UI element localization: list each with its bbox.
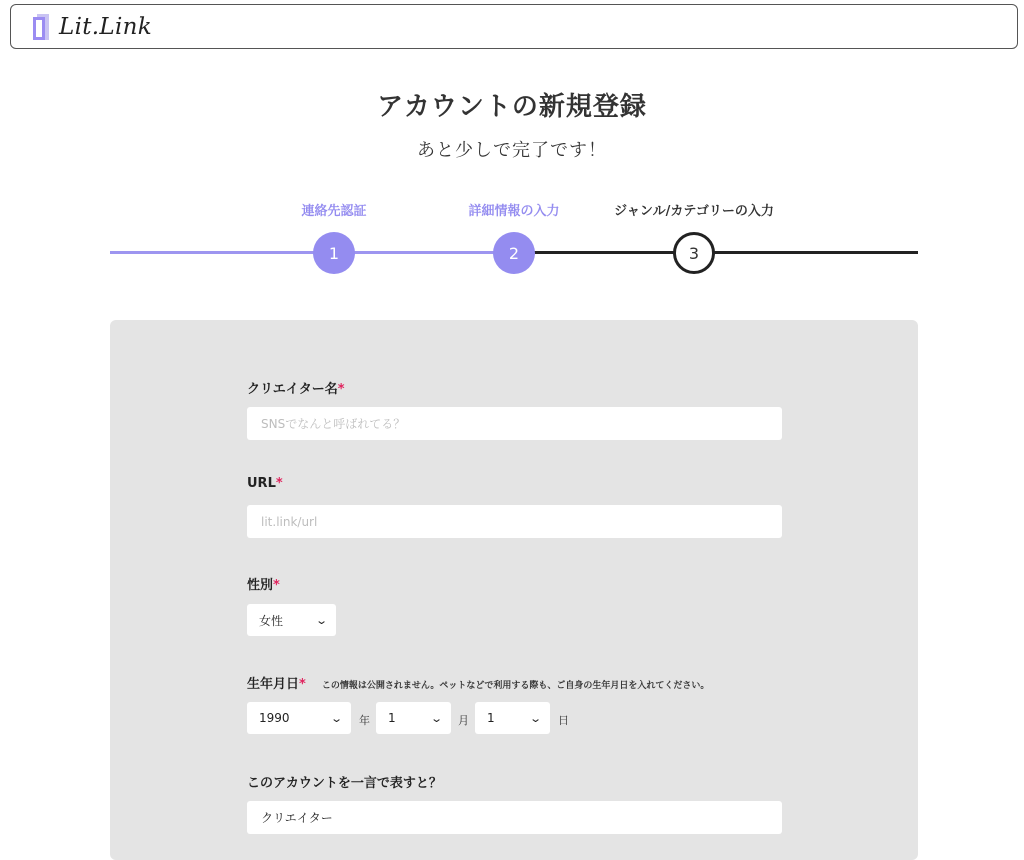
birth-year-value: 1990 xyxy=(259,711,290,725)
birth-day-value: 1 xyxy=(487,711,495,725)
gender-select[interactable] xyxy=(247,604,336,636)
required-mark: * xyxy=(273,578,280,593)
birth-month-select[interactable] xyxy=(376,702,451,734)
required-mark: * xyxy=(299,677,306,692)
chevron-down-icon: ⌄ xyxy=(429,711,443,725)
logo-text: Lit.Link xyxy=(59,13,152,40)
chevron-down-icon: ⌄ xyxy=(314,613,328,627)
page-title: アカウントの新規登録 xyxy=(377,92,647,122)
creator-name-label: クリエイター名* xyxy=(247,382,345,397)
tagline-input[interactable] xyxy=(247,801,782,834)
page-subtitle: あと少しで完了です！ xyxy=(417,140,607,161)
required-mark: * xyxy=(337,382,345,397)
month-unit: 月 xyxy=(458,714,469,727)
registration-form-card xyxy=(110,320,918,860)
gender-label: 性別* xyxy=(247,578,280,593)
step-circle-3: 3 xyxy=(673,232,715,274)
day-unit: 日 xyxy=(558,714,569,727)
progress-line-completed xyxy=(110,251,514,254)
birthdate-note: この情報は公開されません。ペットなどで利用する際も、ご自身の生年月日を入れてください。 xyxy=(321,681,710,691)
creator-name-input[interactable] xyxy=(247,407,782,440)
birthdate-label: 生年月日* この情報は公開されません。ペットなどで利用する際も、ご自身の生年月日を入れてください。 xyxy=(247,677,710,692)
tagline-label: このアカウントを一言で表すと？ xyxy=(247,776,442,791)
url-input[interactable] xyxy=(247,505,782,538)
litlink-logo-icon xyxy=(33,14,49,40)
required-mark: * xyxy=(275,476,283,491)
url-label: URL* xyxy=(247,476,283,491)
site-header xyxy=(10,4,1018,49)
year-unit: 年 xyxy=(359,714,370,727)
chevron-down-icon: ⌄ xyxy=(528,711,542,725)
step-circle-2: 2 xyxy=(493,232,535,274)
chevron-down-icon: ⌄ xyxy=(329,711,343,725)
progress-line-remaining xyxy=(514,251,918,254)
step-label-genre-category: ジャンル/カテゴリーの入力 xyxy=(614,204,774,219)
birth-year-select[interactable] xyxy=(247,702,351,734)
step-label-contact-verification: 連絡先認証 xyxy=(301,204,367,219)
step-circle-1: 1 xyxy=(313,232,355,274)
birth-day-select[interactable] xyxy=(475,702,550,734)
gender-select-value: 女性 xyxy=(259,613,284,628)
birth-month-value: 1 xyxy=(388,711,396,725)
site-logo[interactable] xyxy=(33,14,152,40)
step-label-details: 詳細情報の入力 xyxy=(468,204,560,219)
